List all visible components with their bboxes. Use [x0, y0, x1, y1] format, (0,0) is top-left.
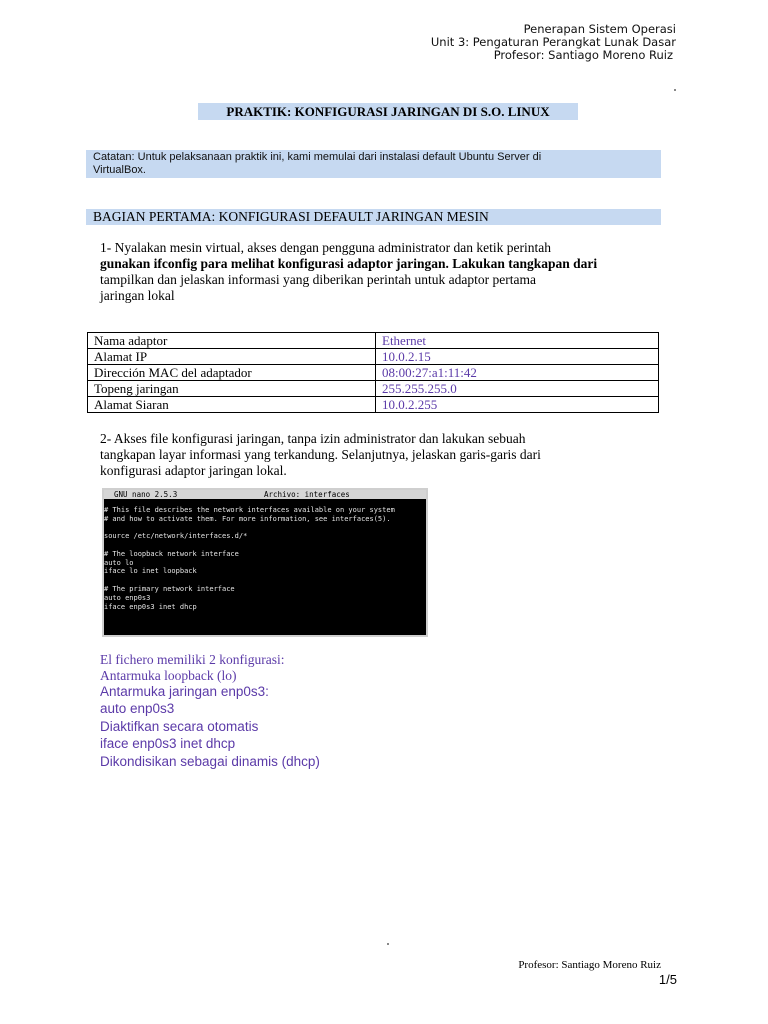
answer-line-7: Dikondisikan sebagai dinamis (dhcp)	[100, 754, 320, 769]
table-row	[88, 349, 659, 365]
table-label: Topeng jaringan	[88, 381, 376, 397]
section-heading: BAGIAN PERTAMA: KONFIGURASI DEFAULT JARINGAN MESIN	[93, 209, 489, 224]
answer-line-1: El fichero memiliki 2 konfigurasi:	[100, 652, 285, 667]
terminal-line: # and how to activate them. For more information, see interfaces(5).	[104, 515, 391, 523]
q2-line-3: konfigurasi adaptor jaringan lokal.	[100, 463, 287, 478]
page-mark	[674, 89, 676, 91]
header-professor: Profesor: Santiago Moreno Ruiz	[493, 48, 673, 62]
nano-title-bar	[104, 490, 426, 499]
footer-author: Profesor: Santiago Moreno Ruiz	[518, 959, 661, 971]
q1-line-3: tampilkan dan jelaskan informasi yang diberikan perintah untuk adaptor pertama	[100, 272, 536, 287]
q1-line-2: gunakan ifconfig para melihat konfigurasi adaptor jaringan. Lakukan tangkapan dari	[100, 256, 598, 271]
table-value: 08:00:27:a1:11:42	[376, 365, 659, 381]
answer-line-2: Antarmuka loopback (lo)	[100, 668, 237, 683]
q2-line-2: tangkapan layar informasi yang terkandung. Selanjutnya, jelaskan garis-garis dari	[100, 447, 541, 462]
terminal-line: # The loopback network interface	[104, 550, 239, 558]
question-1	[100, 240, 620, 304]
nano-filename: Archivo: interfaces	[264, 490, 350, 499]
answer-line-4: auto enp0s3	[100, 701, 175, 716]
table-label: Alamat IP	[88, 349, 376, 365]
table-row	[88, 381, 659, 397]
note-line-1: Catatan: Untuk pelaksanaan praktik ini, kami memulai dari instalasi default Ubuntu Server di	[93, 151, 542, 163]
header-course: Penerapan Sistem Operasi	[523, 22, 676, 36]
table-value: 10.0.2.255	[376, 397, 659, 413]
question-2	[100, 431, 580, 479]
table-row	[88, 333, 659, 349]
q2-line-1: 2- Akses file konfigurasi jaringan, tanpa izin administrator dan lakukan sebuah	[100, 431, 526, 446]
terminal-line: auto enp0s3	[104, 594, 151, 602]
note	[93, 151, 653, 177]
network-info-table	[87, 332, 659, 413]
table-label: Nama adaptor	[88, 333, 376, 349]
terminal-line: iface enp0s3 inet dhcp	[104, 603, 197, 611]
answer-line-3: Antarmuka jaringan enp0s3:	[100, 684, 269, 699]
table-row	[88, 397, 659, 413]
page-number: 1/5	[658, 972, 677, 987]
terminal-line: # This file describes the network interfaces available on your system	[104, 506, 395, 514]
q1-line-1: 1- Nyalakan mesin virtual, akses dengan pengguna administrator dan ketik perintah	[100, 240, 551, 255]
answer-line-5: Diaktifkan secara otomatis	[100, 719, 259, 734]
nano-version: GNU nano 2.5.3	[114, 490, 178, 499]
table-value: 255.255.255.0	[376, 381, 659, 397]
table-value: 10.0.2.15	[376, 349, 659, 365]
table-value: Ethernet	[376, 333, 659, 349]
answer-line-6: iface enp0s3 inet dhcp	[100, 736, 236, 751]
note-line-2: VirtualBox.	[93, 164, 146, 176]
table-label: Alamat Siaran	[88, 397, 376, 413]
page-title: PRAKTIK: KONFIGURASI JARINGAN DI S.O. LINUX	[226, 104, 550, 119]
terminal-line: auto lo	[104, 559, 134, 567]
footer-mark	[387, 943, 389, 945]
header-unit: Unit 3: Pengaturan Perangkat Lunak Dasar	[430, 35, 676, 49]
q1-line-4: jaringan lokal	[100, 288, 175, 303]
table-label: Dirección MAC del adaptador	[88, 365, 376, 381]
terminal-line: # The primary network interface	[104, 585, 235, 593]
terminal-line: iface lo inet loopback	[104, 567, 197, 575]
terminal-line: source /etc/network/interfaces.d/*	[104, 532, 248, 540]
table-row	[88, 365, 659, 381]
